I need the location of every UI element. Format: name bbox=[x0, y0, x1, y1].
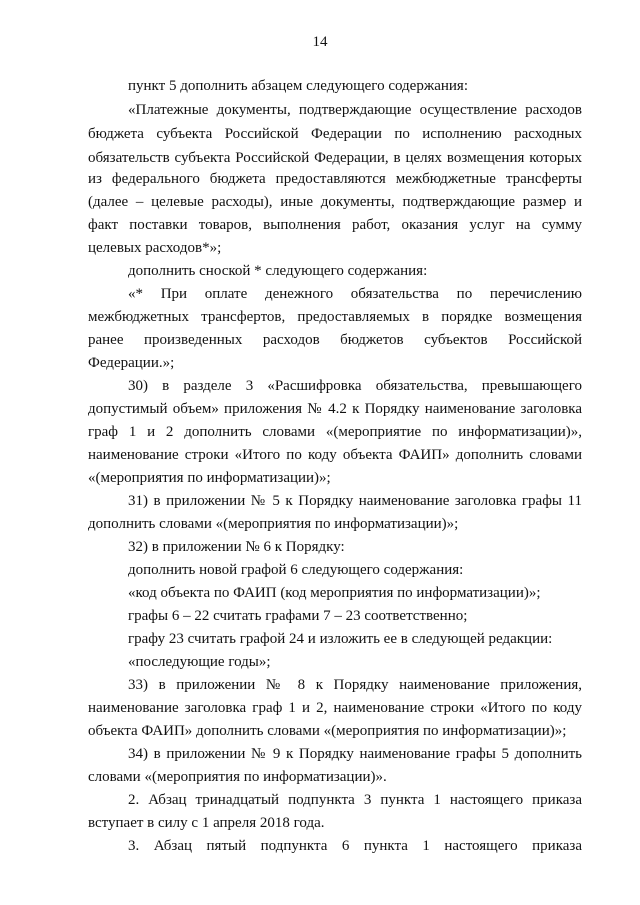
text-line: целевых расходов*»; bbox=[88, 240, 222, 256]
text-line: допустимый объем» приложения № 4.2 к Порядку наименование заголовка bbox=[88, 401, 582, 417]
text-line: объекта ФАИП» дополнить словами «(мероприятия по информатизации)»; bbox=[88, 723, 567, 739]
text-line: 30) в разделе 3 «Расшифровка обязательства, превышающего bbox=[128, 378, 582, 394]
text-line: Федерации.»; bbox=[88, 355, 175, 371]
text-line: «(мероприятия по информатизации)»; bbox=[88, 470, 331, 486]
text-line: дополнить сноской * следующего содержания: bbox=[128, 263, 428, 279]
text-line: обязательств субъекта Российской Федерации, в целях возмещения которых bbox=[88, 150, 582, 166]
text-line: вступает в силу с 1 апреля 2018 года. bbox=[88, 815, 325, 831]
text-line: 32) в приложении № 6 к Порядку: bbox=[128, 539, 345, 555]
page-number: 14 bbox=[312, 34, 328, 50]
text-line: 34) в приложении № 9 к Порядку наименование графы 5 дополнить bbox=[128, 746, 582, 762]
text-line: дополнить словами «(мероприятия по информатизации)»; bbox=[88, 516, 459, 532]
text-line: наименование заголовка граф 1 и 2, наименование строки «Итого по коду bbox=[88, 700, 582, 716]
text-line: «последующие годы»; bbox=[128, 654, 271, 670]
text-line: графу 23 считать графой 24 и изложить ее в следующей редакции: bbox=[128, 631, 553, 647]
text-line: 31) в приложении № 5 к Порядку наименование заголовка графы 11 bbox=[128, 493, 582, 509]
text-line: 2. Абзац тринадцатый подпункта 3 пункта 1 настоящего приказа bbox=[128, 792, 582, 808]
text-line: наименование строки «Итого по коду объекта ФАИП» дополнить словами bbox=[88, 447, 582, 463]
text-line: граф 1 и 2 дополнить словами «(мероприятие по информатизации)», bbox=[88, 424, 582, 440]
text-line: бюджета субъекта Российской Федерации по исполнению расходных bbox=[88, 126, 582, 142]
text-line: (далее – целевые расходы), иные документы, подтверждающие размер и bbox=[88, 194, 582, 210]
text-line: 3. Абзац пятый подпункта 6 пункта 1 настоящего приказа bbox=[128, 838, 582, 854]
text-line: «Платежные документы, подтверждающие осуществление расходов bbox=[128, 102, 582, 118]
text-line: 33) в приложении № 8 к Порядку наименование приложения, bbox=[128, 677, 582, 693]
text-line: пункт 5 дополнить абзацем следующего содержания: bbox=[128, 78, 468, 94]
text-line: межбюджетных трансфертов, предоставляемых в порядке возмещения bbox=[88, 309, 582, 325]
text-line: словами «(мероприятия по информатизации)». bbox=[88, 769, 387, 785]
text-line: ранее произведенных расходов бюджетов субъектов Российской bbox=[88, 332, 582, 348]
text-line: «код объекта по ФАИП (код мероприятия по информатизации)»; bbox=[128, 585, 541, 601]
text-line: факт поставки товаров, выполнения работ, оказания услуг на сумму bbox=[88, 217, 582, 233]
text-line: графы 6 – 22 считать графами 7 – 23 соответственно; bbox=[128, 608, 468, 624]
text-line: «* При оплате денежного обязательства по перечислению bbox=[128, 286, 582, 302]
text-line: из федерального бюджета предоставляются межбюджетные трансферты bbox=[88, 171, 582, 187]
text-line: дополнить новой графой 6 следующего содержания: bbox=[128, 562, 464, 578]
